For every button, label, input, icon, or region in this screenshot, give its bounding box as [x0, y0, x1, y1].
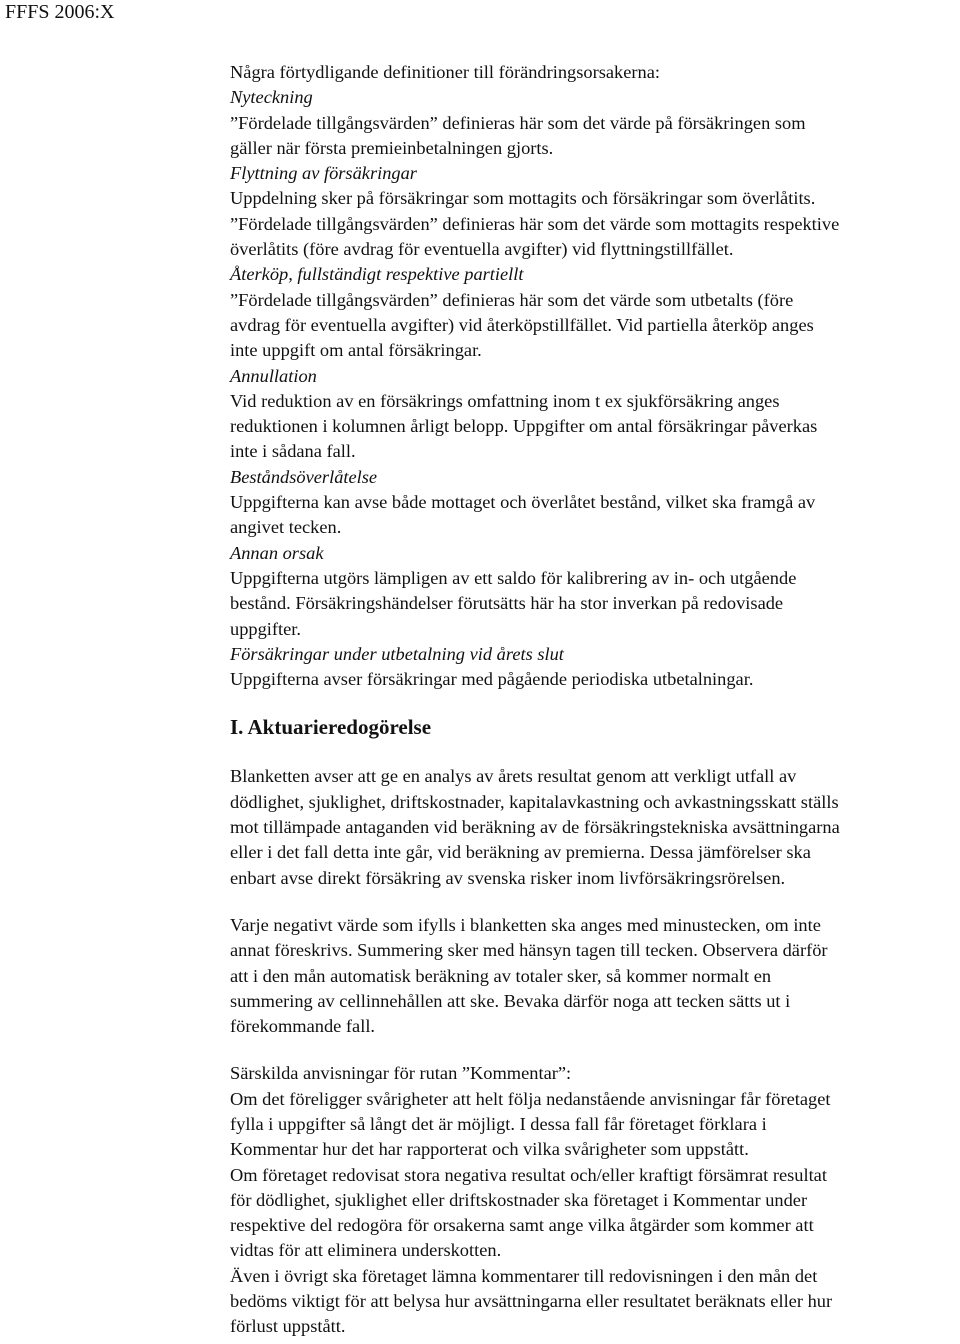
- definition-line: avdrag för eventuella avgifter) vid återköpstillfället. Vid partiella återköp anges: [230, 314, 814, 335]
- paragraph-line: förekommande fall.: [230, 1016, 376, 1037]
- paragraph-line: fylla i uppgifter så långt det är möjligt. I dessa fall får företaget förklara i: [230, 1113, 767, 1134]
- definition-term: Beståndsöverlåtelse: [230, 466, 378, 487]
- definition-line: ”Fördelade tillgångsvärden” definieras här som det värde som utbetalts (före: [230, 289, 794, 310]
- definition-term: Nyteckning: [230, 87, 313, 108]
- paragraph-line: annat föreskrivs. Summering sker med hänsyn tagen till tecken. Observera därför: [230, 940, 828, 961]
- paragraph-line: Om det föreligger svårigheter att helt följa nedanstående anvisningar får företaget: [230, 1088, 831, 1109]
- section-heading: I. Aktuarieredogörelse: [230, 715, 432, 740]
- definition-term: Återköp, fullständigt respektive partiellt: [230, 264, 524, 285]
- definition-line: reduktionen i kolumnen årligt belopp. Uppgifter om antal försäkringar påverkas: [230, 416, 818, 437]
- definition-line: Uppgifterna kan avse både mottaget och överlåtet bestånd, vilket ska framgå av: [230, 492, 816, 513]
- definition-line: Uppgifterna avser försäkringar med pågående periodiska utbetalningar.: [230, 669, 754, 690]
- definition-line: Vid reduktion av en försäkrings omfattning inom t ex sjukförsäkring anges: [230, 390, 780, 411]
- paragraph-line: att i den mån automatisk beräkning av totaler sker, så kommer normalt en: [230, 965, 772, 986]
- definition-line: ”Fördelade tillgångsvärden” definieras här som det värde på försäkringen som: [230, 112, 806, 133]
- definition-line: bestånd. Försäkringshändelser förutsätts här ha stor inverkan på redovisade: [230, 593, 784, 614]
- paragraph-line: mot tillämpade antaganden vid beräkning av de försäkringstekniska avsättningarna: [230, 817, 840, 838]
- paragraph-line: Varje negativt värde som ifylls i blanketten ska anges med minustecken, om inte: [230, 914, 821, 935]
- definition-line: angivet tecken.: [230, 517, 342, 538]
- paragraph-line: Om företaget redovisat stora negativa resultat och/eller kraftigt försämrat resultat: [230, 1164, 827, 1185]
- paragraph-line: enbart avse direkt försäkring av svenska risker inom livförsäkringsrörelsen.: [230, 867, 786, 888]
- paragraph-line: respektive del redogöra för orsakerna samt ange vilka åtgärder som kommer att: [230, 1215, 814, 1236]
- definition-line: inte i sådana fall.: [230, 441, 356, 462]
- intro-text: Några förtydligande definitioner till förändringsorsakerna:: [230, 62, 660, 82]
- definition-line: Uppgifterna utgörs lämpligen av ett saldo för kalibrering av in- och utgående: [230, 567, 797, 588]
- definition-term: Annullation: [230, 365, 317, 386]
- paragraph-line: förlust uppstått.: [230, 1316, 346, 1337]
- definition-term: Flyttning av försäkringar: [230, 163, 417, 184]
- paragraph-line: Blanketten avser att ge en analys av årets resultat genom att verkligt utfall av: [230, 766, 797, 787]
- document-body: [230, 60, 960, 1340]
- paragraph-line: vidtas för att eliminera underskotten.: [230, 1240, 502, 1261]
- paragraph-line: dödlighet, sjuklighet, driftskostnader, kapitalavkastning och avkastningsskatt ställs: [230, 791, 839, 812]
- paragraph-line: eller i det fall detta inte går, vid beräkning av premierna. Dessa jämförelser ska: [230, 842, 811, 863]
- definition-line: inte uppgift om antal försäkringar.: [230, 340, 482, 361]
- comment-instructions-title: Särskilda anvisningar för rutan ”Kommentar”:: [230, 1063, 572, 1084]
- definition-line: uppgifter.: [230, 618, 301, 639]
- document-header: FFFS 2006:X: [5, 1, 115, 23]
- definition-line: Uppdelning sker på försäkringar som mottagits och försäkringar som överlåtits.: [230, 188, 816, 209]
- paragraph-line: summering av cellinnehållen att ske. Bevaka därför noga att tecken sätts ut i: [230, 990, 791, 1011]
- definition-line: överlåtits (före avdrag för eventuella avgifter) vid flyttningstillfället.: [230, 239, 734, 260]
- paragraph-line: Kommentar hur det har rapporterat och vilka svårigheter som uppstått.: [230, 1139, 749, 1160]
- paragraph-line: för dödlighet, sjuklighet eller driftskostnader ska företaget i Kommentar under: [230, 1189, 808, 1210]
- definition-term: Försäkringar under utbetalning vid årets slut: [230, 643, 564, 664]
- paragraph-line: Även i övrigt ska företaget lämna kommentarer till redovisningen i den mån det: [230, 1265, 818, 1286]
- definition-line: ”Fördelade tillgångsvärden” definieras här som det värde som mottagits respektive: [230, 213, 840, 234]
- definition-line: gäller när första premieinbetalningen gjorts.: [230, 137, 554, 158]
- paragraph-line: bedöms viktigt för att belysa hur avsättningarna eller resultatet beräknats eller hur: [230, 1291, 833, 1312]
- definition-term: Annan orsak: [230, 542, 324, 563]
